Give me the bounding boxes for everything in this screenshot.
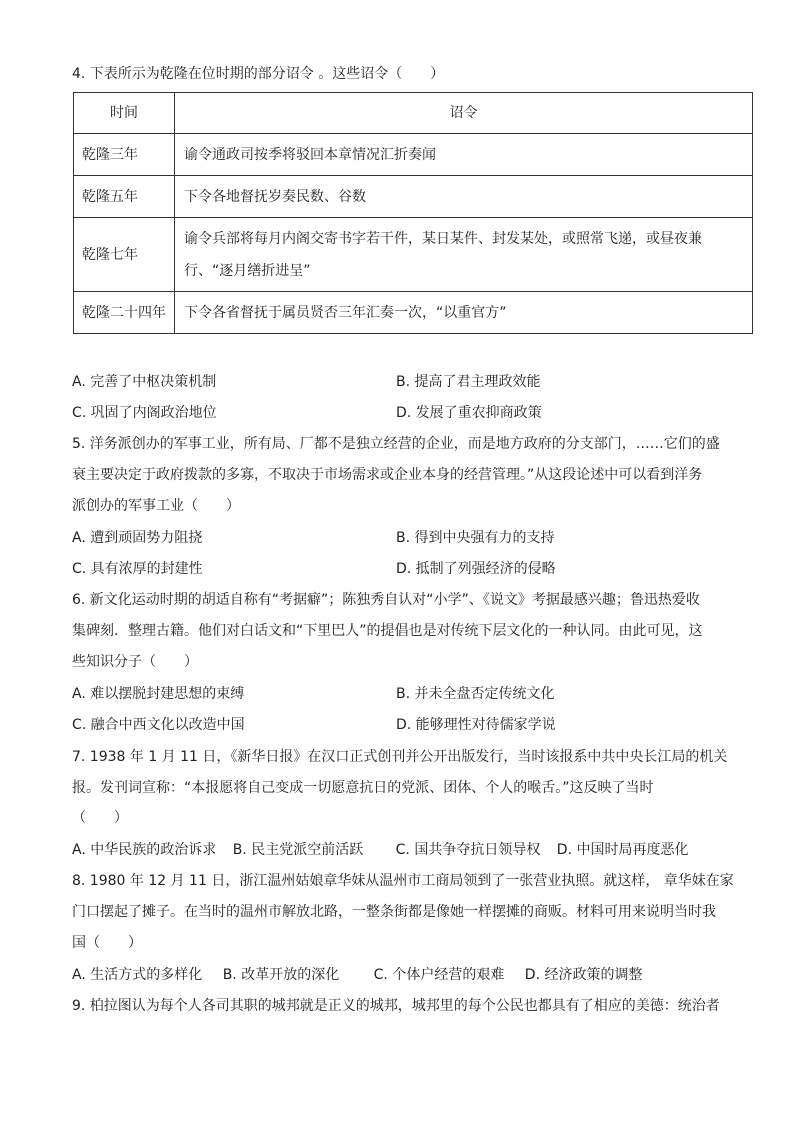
- q6-option-c: C. 融合中西文化以改造中国: [72, 717, 245, 733]
- table-cell-edict: 谕令通政司按季将驳回本章情况汇折奏闻: [175, 134, 753, 176]
- table-row: [74, 134, 753, 176]
- q4-option-a: A. 完善了中枢决策机制: [72, 374, 217, 390]
- question-7-line-2: 报。发刊词宣称：“本报愿将自己变成一切愿意抗日的党派、团体、个人的喉舌。”这反映了当时: [72, 780, 654, 796]
- q8-option-a: A. 生活方式的多样化: [72, 967, 203, 983]
- table-row: [74, 176, 753, 218]
- table-header-edict: 诏令: [175, 93, 753, 134]
- question-7-line-1: 7. 1938 年 1 月 11 日，《新华日报》在汉口正式创刊并公开出版发行，当时该报系中共中央长江局的机关: [72, 749, 728, 765]
- table-header-time: 时间: [74, 93, 175, 134]
- question-8-line-2: 门口摆起了摊子。在当时的温州市解放北路，一整条街都是像她一样摆摊的商贩。材料可用来说明当时我: [72, 904, 716, 920]
- table-cell-edict: 谕令兵部将每月内阁交寄书字若干件，某日某件、封发某处，或照常飞递，或昼夜兼行、“逐月缮折进呈”: [175, 218, 753, 292]
- q6-option-d: D. 能够理性对待儒家学说: [396, 717, 556, 733]
- q4-option-d: D. 发展了重农抑商政策: [396, 405, 542, 421]
- question-5-line-1: 5. 洋务派创办的军事工业，所有局、厂都不是独立经营的企业，而是地方政府的分支部门，……它们的盛: [72, 436, 720, 452]
- q4-option-c: C. 巩固了内阁政治地位: [72, 405, 217, 421]
- q6-option-a: A. 难以摆脱封建思想的束缚: [72, 686, 245, 702]
- table-cell-edict: 下令各地督抚岁奏民数、谷数: [175, 176, 753, 218]
- q7-option-c: C. 国共争夺抗日领导权: [395, 842, 541, 858]
- question-6-line-1: 6. 新文化运动时期的胡适自称有“考据癖”；陈独秀自认对“小学”、《说文》考据最感兴趣；鲁迅热爱收: [72, 592, 700, 608]
- table-header-row: [74, 93, 753, 134]
- q4-option-b: B. 提高了君主理政效能: [396, 374, 541, 390]
- q5-option-d: D. 抵制了列强经济的侵略: [396, 561, 556, 577]
- q7-option-a: A. 中华民族的政治诉求: [72, 842, 217, 858]
- question-8-line-1: 8. 1980 年 12 月 11 日，浙江温州姑娘章华妹从温州市工商局领到了一张营业执照。就这样， 章华妹在家: [72, 873, 734, 889]
- question-6-line-3: 些知识分子（ ）: [72, 654, 198, 670]
- q5-option-b: B. 得到中央强有力的支持: [396, 530, 555, 546]
- table-row: [74, 292, 753, 334]
- q8-options: [72, 965, 642, 985]
- edicts-table: [73, 92, 753, 334]
- q5-option-a: A. 遭到顽固势力阻挠: [72, 530, 203, 546]
- table-cell-time: 乾隆七年: [74, 218, 175, 292]
- question-4-stem: 4. 下表所示为乾隆在位时期的部分诏令 。这些诏令（ ）: [72, 66, 445, 82]
- q7-options: [72, 840, 688, 860]
- q8-option-b: B. 改革开放的深化: [222, 967, 340, 983]
- question-6-line-2: 集碑刻．整理古籍。他们对白话文和“下里巴人”的提倡也是对传统下层文化的一种认同。由此可见，这: [72, 623, 703, 639]
- table-cell-time: 乾隆三年: [74, 134, 175, 176]
- question-7-line-3: （ ）: [72, 810, 128, 826]
- table-cell-edict: 下令各省督抚于属员贤否三年汇奏一次，“以重官方”: [175, 292, 753, 334]
- question-5-line-2: 衰主要决定于政府拨款的多寡，不取决于市场需求或企业本身的经营管理。”从这段论述中可以看到洋务: [72, 467, 703, 483]
- q5-option-c: C. 具有浓厚的封建性: [72, 561, 203, 577]
- q8-option-d: D. 经济政策的调整: [524, 967, 643, 983]
- q7-option-d: D. 中国时局再度恶化: [556, 842, 689, 858]
- q8-option-c: C. 个体户经营的艰难: [373, 967, 505, 983]
- table-row: [74, 218, 753, 292]
- q7-option-b: B. 民主党派空前活跃: [232, 842, 364, 858]
- question-5-line-3: 派创办的军事工业（ ）: [72, 498, 240, 514]
- question-8-line-3: 国（ ）: [72, 935, 142, 951]
- question-9-line-1: 9. 柏拉图认为每个人各司其职的城邦就是正义的城邦，城邦里的每个公民也都具有了相应的美德：统治者: [72, 998, 720, 1014]
- q6-option-b: B. 并未全盘否定传统文化: [396, 686, 555, 702]
- table-cell-time: 乾隆五年: [74, 176, 175, 218]
- table-cell-time: 乾隆二十四年: [74, 292, 175, 334]
